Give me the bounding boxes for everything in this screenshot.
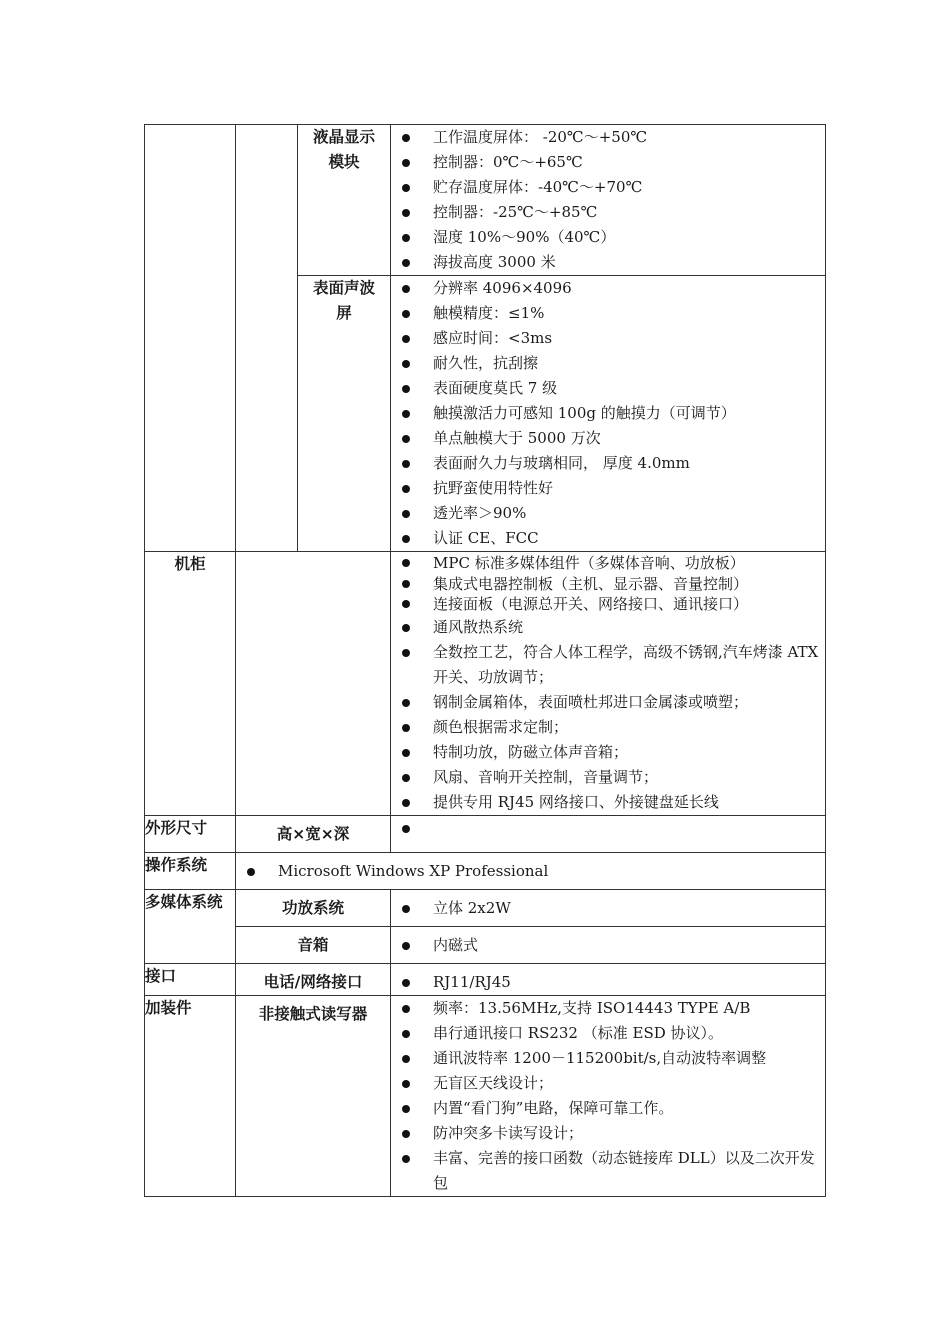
list-item: 防冲突多卡读写设计； bbox=[391, 1121, 819, 1146]
amp-value: 立体 2x2W bbox=[391, 896, 819, 921]
list-item: 提供专用 RJ45 网络接口、外接键盘延长线 bbox=[391, 790, 819, 815]
list-item: 串行通讯接口 RS232 （标准 ESD 协议）。 bbox=[391, 1021, 819, 1046]
amp-label: 功放系统 bbox=[236, 889, 391, 926]
list-item: 分辨率 4096×4096 bbox=[391, 276, 819, 301]
cabinet-spec-list bbox=[391, 615, 825, 815]
speaker-value-cell bbox=[391, 926, 826, 963]
cabinet-spec-cell bbox=[391, 552, 826, 816]
os-value: Microsoft Windows XP Professional bbox=[236, 859, 825, 884]
lcd-subgroup-cell bbox=[236, 125, 298, 552]
addon-spec-cell bbox=[391, 995, 826, 1196]
multimedia-speaker-row bbox=[145, 926, 826, 963]
list-item: 集成式电器控制板（主机、显示器、音量控制） bbox=[391, 574, 819, 595]
list-item: 认证 CE、FCC bbox=[391, 526, 819, 551]
cabinet-empty-cell bbox=[236, 552, 391, 816]
interface-list bbox=[391, 970, 825, 995]
amp-list bbox=[391, 896, 825, 921]
list-item: 无盲区天线设计； bbox=[391, 1071, 819, 1096]
speaker-list bbox=[391, 933, 825, 958]
interface-value: RJ11/RJ45 bbox=[391, 970, 819, 995]
list-item: 全数控工艺，符合人体工程学，高级不锈钢,汽车烤漆 ATX 开关、功放调节； bbox=[391, 640, 819, 690]
cabinet-spec-list-tight bbox=[391, 553, 825, 615]
os-value-cell bbox=[236, 852, 826, 889]
list-item: 通风散热系统 bbox=[391, 615, 819, 640]
list-item: 风扇、音响开关控制，音量调节； bbox=[391, 765, 819, 790]
addon-spec-list bbox=[391, 996, 825, 1196]
amp-value-cell bbox=[391, 889, 826, 926]
os-list bbox=[236, 859, 825, 884]
dimensions-value-cell bbox=[391, 815, 826, 852]
cabinet-row bbox=[145, 552, 826, 816]
lcd-group-cell bbox=[145, 125, 236, 552]
dimensions-sub-label: 高×宽×深 bbox=[236, 815, 391, 852]
spec-table bbox=[144, 124, 826, 1197]
list-item: 单点触模大于 5000 万次 bbox=[391, 426, 819, 451]
list-item: 频率：13.56MHz,支持 ISO14443 TYPE A/B bbox=[391, 996, 819, 1021]
os-row bbox=[145, 852, 826, 889]
lcd-row bbox=[145, 125, 826, 276]
lcd-spec-list bbox=[391, 125, 825, 275]
list-item: 感应时间：<3ms bbox=[391, 326, 819, 351]
interface-value-cell bbox=[391, 963, 826, 995]
multimedia-label: 多媒体系统 bbox=[145, 889, 236, 963]
list-item: 钢制金属箱体，表面喷杜邦进口金属漆或喷塑； bbox=[391, 690, 819, 715]
addon-sub-label: 非接触式读写器 bbox=[236, 995, 391, 1196]
saw-spec-cell bbox=[391, 276, 826, 552]
list-item: 通讯波特率 1200－115200bit/s,自动波特率调整 bbox=[391, 1046, 819, 1071]
list-item: 连接面板（电源总开关、网络接口、通讯接口） bbox=[391, 594, 819, 615]
interface-sub-label: 电话/网络接口 bbox=[236, 963, 391, 995]
list-item: 湿度 10%～90%（40℃） bbox=[391, 225, 819, 250]
list-item: 触模精度：≤1% bbox=[391, 301, 819, 326]
addon-row bbox=[145, 995, 826, 1196]
saw-label: 表面声波屏 bbox=[298, 276, 391, 552]
list-item: 海拔高度 3000 米 bbox=[391, 250, 819, 275]
multimedia-amp-row bbox=[145, 889, 826, 926]
list-item: 特制功放，防磁立体声音箱； bbox=[391, 740, 819, 765]
list-item: 抗野蛮使用特性好 bbox=[391, 476, 819, 501]
interface-row bbox=[145, 963, 826, 995]
list-item: 贮存温度屏体：-40℃～+70℃ bbox=[391, 175, 819, 200]
list-item: 透光率＞90% bbox=[391, 501, 819, 526]
addon-label: 加装件 bbox=[145, 995, 236, 1196]
list-item: 丰富、完善的接口函数（动态链接库 DLL）以及二次开发包 bbox=[391, 1146, 819, 1196]
list-item: 控制器：-25℃～+85℃ bbox=[391, 200, 819, 225]
list-item: 颜色根据需求定制； bbox=[391, 715, 819, 740]
interface-label: 接口 bbox=[145, 963, 236, 995]
lcd-spec-cell bbox=[391, 125, 826, 276]
list-item: 表面耐久力与玻璃相同， 厚度 4.0mm bbox=[391, 451, 819, 476]
dimensions-row bbox=[145, 815, 826, 852]
list-item: 表面硬度莫氏 7 级 bbox=[391, 376, 819, 401]
list-item: 控制器：0℃～+65℃ bbox=[391, 150, 819, 175]
list-item: 触摸激活力可感知 100g 的触摸力（可调节） bbox=[391, 401, 819, 426]
saw-spec-list bbox=[391, 276, 825, 551]
lcd-label: 液晶显示模块 bbox=[298, 125, 391, 276]
cabinet-label: 机柜 bbox=[145, 552, 236, 816]
speaker-label: 音箱 bbox=[236, 926, 391, 963]
list-item: 工作温度屏体： -20℃～+50℃ bbox=[391, 125, 819, 150]
list-item: MPC 标准多媒体组件（多媒体音响、功放板） bbox=[391, 553, 819, 574]
list-item: 耐久性，抗刮擦 bbox=[391, 351, 819, 376]
speaker-value: 内磁式 bbox=[391, 933, 819, 958]
list-item: 内置“看门狗”电路，保障可靠工作。 bbox=[391, 1096, 819, 1121]
os-label: 操作系统 bbox=[145, 852, 236, 889]
dimensions-label: 外形尺寸 bbox=[145, 815, 236, 852]
